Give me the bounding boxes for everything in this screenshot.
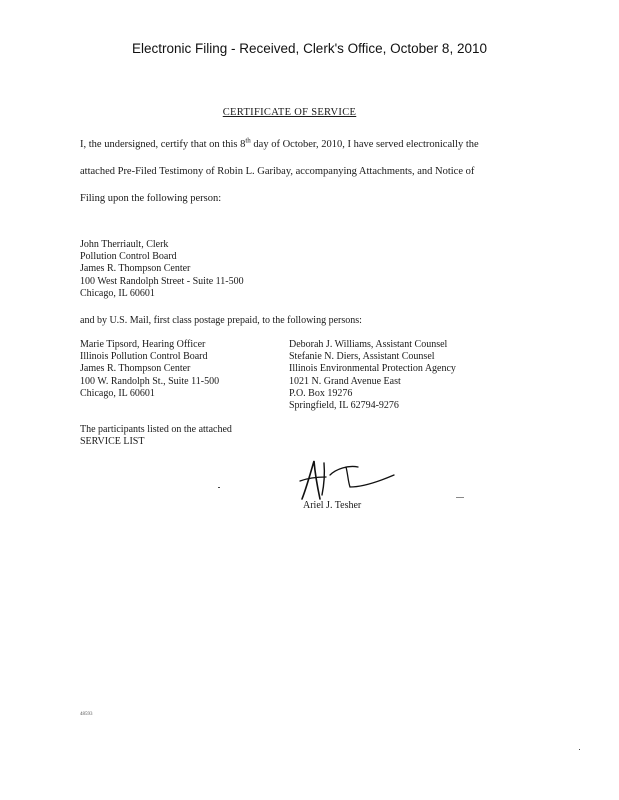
participants-line: The participants listed on the attached <box>80 424 232 435</box>
ordinal-suffix: th <box>245 136 251 145</box>
address-line: Springfield, IL 62794-9276 <box>289 400 399 412</box>
certificate-line-3: Filing upon the following person: <box>80 193 222 204</box>
document-number: 48593 <box>80 712 93 717</box>
address-line: Chicago, IL 60601 <box>80 287 155 299</box>
address-line: Stefanie N. Diers, Assistant Counsel <box>289 351 435 363</box>
scan-speck <box>218 487 220 488</box>
certificate-line-1-end: day of October, 2010, I have served electronically the <box>250 139 479 150</box>
address-line: 100 West Randolph Street - Suite 11-500 <box>80 275 244 287</box>
address-line: P.O. Box 19276 <box>289 387 353 399</box>
filing-stamp: Electronic Filing - Received, Clerk's Office, October 8, 2010 <box>132 41 487 56</box>
address-line: Illinois Pollution Control Board <box>80 351 208 363</box>
scan-speck <box>579 749 580 750</box>
address-line: James R. Thompson Center <box>80 263 191 275</box>
participants-line: SERVICE LIST <box>80 436 145 448</box>
handwritten-signature <box>296 455 406 505</box>
certificate-line-1 <box>80 136 479 150</box>
hearing-officer-address <box>80 339 219 400</box>
participants-note <box>80 424 232 448</box>
address-line: Pollution Control Board <box>80 251 177 263</box>
address-line: James R. Thompson Center <box>80 363 191 375</box>
address-line: Chicago, IL 60601 <box>80 387 155 399</box>
address-line: Illinois Environmental Protection Agency <box>289 363 456 375</box>
address-line: Marie Tipsord, Hearing Officer <box>80 339 206 350</box>
address-line: Deborah J. Williams, Assistant Counsel <box>289 339 448 350</box>
address-line: 1021 N. Grand Avenue East <box>289 375 401 387</box>
signer-name: Ariel J. Tesher <box>303 500 362 511</box>
mail-service-line: and by U.S. Mail, first class postage prepaid, to the following persons: <box>80 315 362 326</box>
scan-speck <box>456 497 464 498</box>
certificate-heading: CERTIFICATE OF SERVICE <box>222 107 357 118</box>
counsel-address <box>289 339 456 412</box>
address-line: John Therriault, Clerk <box>80 239 169 250</box>
clerk-address <box>80 239 244 300</box>
certificate-line-2: attached Pre-Filed Testimony of Robin L. Garibay, accompanying Attachments, and Notice of <box>80 166 475 177</box>
certificate-line-1-start: I, the undersigned, certify that on this 8 <box>80 139 246 150</box>
address-line: 100 W. Randolph St., Suite 11-500 <box>80 375 220 387</box>
